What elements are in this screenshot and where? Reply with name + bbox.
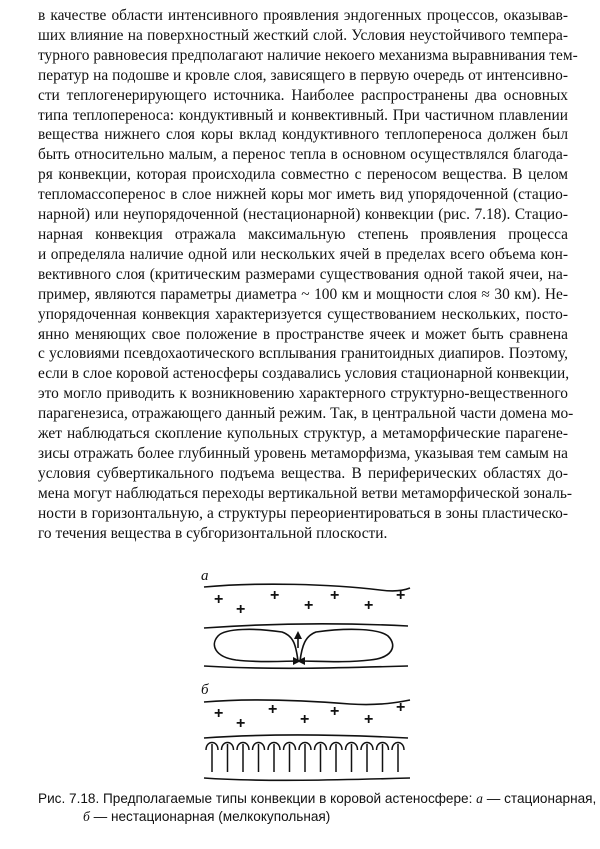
body-line: условия субвертикального подъема вещества. В периферических областях до- <box>38 464 568 482</box>
body-line: нарной) или неупорядоченной (нестационарной) конвекции (рис. 7.18). Стацио- <box>38 206 568 224</box>
body-line: турного равновесия предполагают наличие некоего механизма выравнивания тем- <box>38 46 578 64</box>
diagram-a-top-boundary <box>204 584 410 591</box>
plus-sign: + <box>236 715 246 732</box>
diagram-b-top-boundary <box>204 700 410 705</box>
body-line: ших влияние на поверхностный жесткий слой. Условия неустойчивого темпера- <box>38 26 568 44</box>
plus-sign: + <box>236 601 246 618</box>
body-line: тепломассоперенос в слое нижней коры мог иметь вид упорядоченной (стацио- <box>38 186 568 204</box>
caption-a-letter: а <box>476 791 483 806</box>
body-line: и определяла наличие одной или нескольких ячей в пределах всего объема кон- <box>38 245 568 263</box>
body-line: типа теплопереноса: кондуктивный и конвективный. При частичном плавлении <box>38 106 568 124</box>
plus-sign: + <box>396 587 406 604</box>
diagram-b-cell <box>237 743 249 773</box>
body-line: ря конвекции, которая происходила совместно с переносом вещества. В целом <box>38 166 568 184</box>
diagram-b-bottom-boundary <box>204 778 410 780</box>
plus-sign: + <box>330 587 340 604</box>
body-line: пример, являются параметры диаметра ~ 100 км и мощности слоя ≈ 30 км). Не- <box>38 285 568 303</box>
body-line: сти теплогенерирующего источника. Наиболее распространены два основных <box>38 86 568 104</box>
plus-sign: + <box>270 587 280 604</box>
diagram-b-middle-boundary <box>204 735 408 738</box>
body-line: мена могут наблюдаться переходы вертикальной ветви метаморфической зональ- <box>38 484 573 502</box>
caption-a-text: — стационарная, <box>482 791 597 806</box>
diagram-b-cell <box>268 743 280 773</box>
figure-caption <box>38 790 597 826</box>
body-line: янно меняющих свое положение в пространстве ячеек и может быть сравнена <box>38 325 568 343</box>
plus-sign: + <box>364 711 374 728</box>
diagram-a-left-cell <box>214 629 298 661</box>
body-line: ности в горизонтальную, а структуры переориентироваться в зоны пластическо- <box>38 504 568 522</box>
body-line: упорядоченная конвекция характеризуется существованием нескольких, посто- <box>38 305 568 323</box>
plus-sign: + <box>300 711 310 728</box>
diagram-b-cell <box>222 743 234 773</box>
body-line: зисы отражать более глубинный уровень метаморфизма, указывая тем самым на <box>38 444 568 462</box>
body-text <box>38 6 578 543</box>
body-line: жет наблюдаться скопление купольных структур, а метаморфические парагене- <box>38 425 568 443</box>
body-line: ператур на подошве и кровле слоя, зависящего в первую очередь от интенсивно- <box>38 66 568 84</box>
diagram-b-cell <box>330 743 342 773</box>
body-line: быть относительно малым, а перенос тепла в основном осуществлялся благода- <box>38 146 568 164</box>
figure-7-18 <box>0 560 600 790</box>
diagram-b-cell <box>377 743 389 773</box>
plus-sign: + <box>364 597 374 614</box>
body-line: в качестве области интенсивного проявления эндогенных процессов, оказывав- <box>38 7 568 24</box>
convection-diagram <box>0 560 600 790</box>
figure-label-b: б <box>201 682 209 698</box>
diagram-b-cell <box>315 743 327 773</box>
diagram-b-cell <box>253 743 265 773</box>
diagram-b-cell <box>206 743 218 773</box>
body-line: вективного слоя (критическим размерами существования одной такой ячеи, на- <box>38 265 568 283</box>
body-line: нарная конвекция отражала максимальную степень проявления процесса <box>38 225 568 243</box>
plus-sign: + <box>330 703 340 720</box>
body-line: вещества нижнего слоя коры вклад кондуктивного теплопереноса должен был <box>38 126 568 144</box>
body-line: если в слое коровой астеносферы создавались условия стационарной конвекции, <box>38 365 570 383</box>
plus-sign: + <box>396 699 406 716</box>
diagram-a-bottom-boundary <box>204 666 408 668</box>
plus-sign: + <box>304 597 314 614</box>
body-line: го течения вещества в субгоризонтальной плоскости. <box>38 524 388 542</box>
diagram-b-cell <box>284 743 296 773</box>
plus-sign: + <box>214 591 224 608</box>
caption-b-text: — нестационарная (мелкокупольная) <box>89 809 331 824</box>
caption-prefix: Рис. 7.18. Предполагаемые типы конвекции в коровой астеносфере: <box>38 791 477 806</box>
diagram-b-small-cells <box>206 743 404 773</box>
diagram-b-cell <box>346 743 358 773</box>
body-line: с условиями псевдохаотического всплывания гранитоидных диапиров. Поэтому, <box>38 345 568 363</box>
diagram-b-cell <box>299 743 311 773</box>
diagram-b-cell <box>392 743 404 773</box>
plus-sign: + <box>214 705 224 722</box>
diagram-a-middle-boundary <box>204 624 408 628</box>
body-line: это могло приводить к возникновению характерного структурно-вещественного <box>38 385 568 403</box>
diagram-b-cell <box>361 743 373 773</box>
caption-b-letter: б <box>83 809 90 824</box>
plus-sign: + <box>268 701 278 718</box>
diagram-a-right-cell <box>300 629 393 661</box>
figure-label-a: а <box>201 568 209 584</box>
body-line: парагенезиса, отражающего данный режим. Так, в центральной части домена мо- <box>38 405 574 423</box>
